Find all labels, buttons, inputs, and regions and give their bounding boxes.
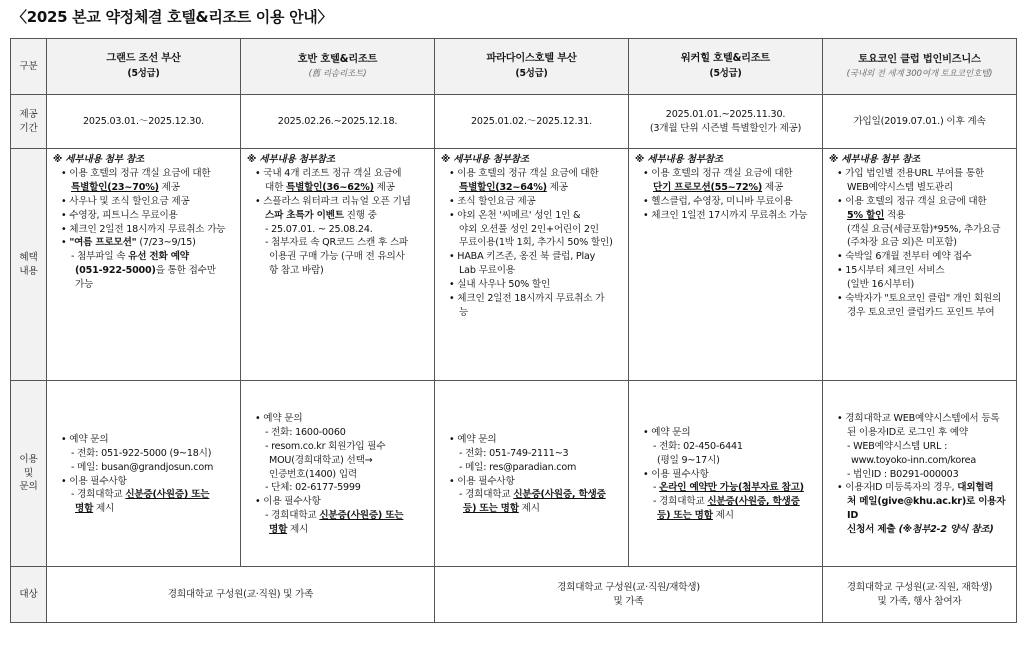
usage-paradise: • 예약 문의 - 전화: 051-749-2111~3 - 메일: res@paradian.com • 이용 필수사항 - 경희대학교 신분증(사원증, 학생증 등) 또는 명함 제시	[435, 381, 629, 567]
hotel-grade: (5성급)	[709, 68, 742, 80]
hotel-header-grand-josun	[47, 39, 241, 95]
usage-hoban: • 예약 문의 - 전화: 1600-0060 - resom.co.kr 회원가입 필수 MOU(경희대학교) 선택→ 인증번호(1400) 입력 - 단체: 02-6177-5999 • 이용 필수사항 - 경희대학교 신분증(사원증) 또는 명함 제시	[241, 381, 435, 567]
benefits-grand-josun: ※ 세부내용 첨부 참조 • 이용 호텔의 정규 객실 요금에 대한 특별할인(23~70%) 제공 • 사우나 및 조식 할인요금 제공 • 수영장, 피트니스 무료이용 • 체크인 2일전 18시까지 무료취소 가능 • "여름 프로모션" (7/23~9/15) - 첨부파일 속 유선 전화 예약 (051-922-5000)을 통한 접수만 가능	[47, 149, 241, 381]
usage-walkerhill: • 예약 문의 - 전화: 02-450-6441 (평일 9~17시) • 이용 필수사항 - 온라인 예약만 가능(첨부자료 참고) - 경희대학교 신분증(사원증, 학생증 등) 또는 명함 제시	[629, 381, 823, 567]
page-title: 〈2025 본교 약정체결 호텔&리조트 이용 안내〉	[12, 8, 333, 26]
benefits-walkerhill: ※ 세부내용 첨부참조 • 이용 호텔의 정규 객실 요금에 대한 단기 프로모션(55~72%) 제공 • 헬스클럽, 수영장, 미니바 무료이용 • 체크인 1일전 17시까지 무료취소 가능	[629, 149, 823, 381]
hotel-header-walkerhill	[629, 39, 823, 95]
usage-row	[11, 381, 1017, 567]
hotel-header-hoban	[241, 39, 435, 95]
hotel-info-table	[10, 38, 1017, 623]
target-josun-hoban: 경희대학교 구성원(교·직원) 및 가족	[47, 567, 435, 623]
period-hoban: 2025.02.26.~2025.12.18.	[241, 95, 435, 149]
hotel-name: 파라다이스호텔 부산	[486, 53, 577, 65]
period-walkerhill: 2025.01.01.~2025.11.30. (3개월 단위 시즌별 특별할인가 제공)	[629, 95, 823, 149]
benefits-hoban: ※ 세부내용 첨부참조 • 국내 4개 리조트 정규 객실 요금에 대한 특별할인(36~62%) 제공 • 스플라스 워터파크 리뉴얼 오픈 기념 스파 초특가 이벤트 진행 중 - 25.07.01. ~ 25.08.24. - 첨부자료 속 QR코드 스캔 후 스파 이용권 구매 가능 (구매 전 유의사 항 참고 바람)	[241, 149, 435, 381]
hotel-header-paradise	[435, 39, 629, 95]
ref-note: ※ 세부내용 첨부참조	[247, 154, 335, 165]
hotel-note: (국내외 전 세계 300여개 토요코인호텔)	[846, 68, 993, 79]
benefits-row	[11, 149, 1017, 381]
ref-note: ※ 세부내용 첨부 참조	[53, 154, 145, 165]
hotel-grade: (5성급)	[515, 68, 548, 80]
usage-grand-josun: • 예약 문의 - 전화: 051-922-5000 (9~18시) - 메일: busan@grandjosun.com • 이용 필수사항 - 경희대학교 신분증(사원증) 또는 명함 제시	[47, 381, 241, 567]
hotel-name: 호반 호텔&리조트	[297, 53, 378, 65]
target-paradise-walkerhill: 경희대학교 구성원(교·직원/재학생) 및 가족	[435, 567, 823, 623]
benefits-paradise: ※ 세부내용 첨부참조 • 이용 호텔의 정규 객실 요금에 대한 특별할인(32~64%) 제공 • 조식 할인요금 제공 • 야외 온천 '씨메르' 성인 1인 & 야외 오션풀 성인 2인+어린이 2인 무료이용(1박 1회, 추가시 50% 할인) • HABA 키즈존, 옹진 북 클럽, Play Lab 무료이용 • 실내 사우나 50% 할인 • 체크인 2일전 18시까지 무료취소 가 능	[435, 149, 629, 381]
row-label-usage: 이용 및 문의	[11, 381, 47, 567]
row-label-benefits: 혜택 내용	[11, 149, 47, 381]
period-grand-josun: 2025.03.01.～2025.12.30.	[47, 95, 241, 149]
period-toyoko: 가입일(2019.07.01.) 이후 계속	[823, 95, 1017, 149]
target-row	[11, 567, 1017, 623]
benefits-toyoko: ※ 세부내용 첨부 참조 • 가입 법인별 전용URL 부여를 통한 WEB예약시스템 별도관리 • 이용 호텔의 정규 객실 요금에 대한 5% 할인 적용 (객실 요금(세금포함)*95%, 추가요금 (주차장 요금 외)은 미포함) • 숙박일 6개월 전부터 예약 접수 • 15시부터 체크인 서비스 (일반 16시부터) • 숙박자가 "토요코인 클럽" 개인 회원의 경우 토요코인 클럽카드 포인트 부여	[823, 149, 1017, 381]
hotel-name: 토요코인 클럽 법인비즈니스	[858, 53, 981, 65]
period-paradise: 2025.01.02.～2025.12.31.	[435, 95, 629, 149]
hotel-name: 워커힐 호텔&리조트	[680, 53, 771, 65]
period-row	[11, 95, 1017, 149]
row-label-period: 제공 기간	[11, 95, 47, 149]
row-label-target: 대상	[11, 567, 47, 623]
header-row	[11, 39, 1017, 95]
ref-note: ※ 세부내용 첨부 참조	[829, 154, 921, 165]
hotel-grade: (5성급)	[127, 68, 160, 80]
hotel-name: 그랜드 조선 부산	[106, 53, 181, 65]
row-label-header: 구분	[11, 39, 47, 95]
hotel-note: (舊 리솜리조트)	[308, 68, 367, 79]
target-toyoko: 경희대학교 구성원(교·직원, 재학생) 및 가족, 행사 참여자	[823, 567, 1017, 623]
ref-note: ※ 세부내용 첨부참조	[441, 154, 529, 165]
ref-note: ※ 세부내용 첨부참조	[635, 154, 723, 165]
usage-toyoko: • 경희대학교 WEB예약시스템에서 등록 된 이용자ID로 로그인 후 예약 - WEB예약시스템 URL : www.toyoko-inn.com/korea - 법인ID : B0291-000003 • 이용자ID 미등록자의 경우, 대외협력 처 메일(give@khu.ac.kr)로 이용자ID 신청서 제출 (※첨부2-2 양식 참조)	[823, 381, 1017, 567]
hotel-header-toyoko	[823, 39, 1017, 95]
